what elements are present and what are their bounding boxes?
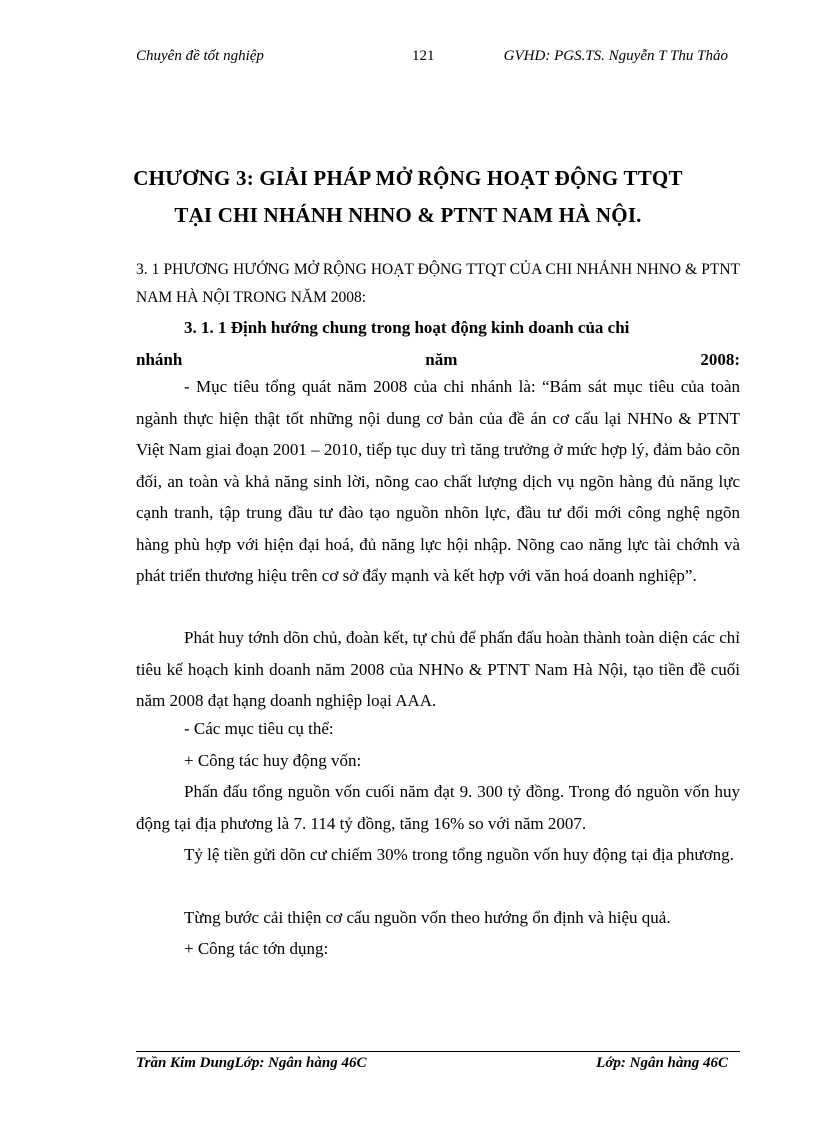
section-heading: 3. 1 PHƯƠNG HƯỚNG MỞ RỘNG HOẠT ĐỘNG TTQT CỦA CHI NHÁNH NHNO & PTNT NAM HÀ NỘI TRONG NĂM 2008: [136,261,740,306]
paragraph-general-objective: - Mục tiêu tổng quát năm 2008 của chi nhánh là: “Bám sát mục tiêu của toàn ngành thực hiện thật tốt những nội dung cơ bản của đề án cơ cấu lại NHNo & PTNT Việt Nam giai đoạn 2001 – 2010, tiếp tục duy trì tăng trưởng ở mức hợp lý, đảm bảo cõn đối, an toàn và khả năng sinh lời, nõng cao chất lượng dịch vụ ngõn hàng đủ năng lực cạnh tranh, tập trung đầu tư đào tạo nguồn nhõn lực, đầu tư đổi mới công nghệ ngõn hàng phù hợp với hiện đại hoá, đủ năng lực hội nhập. Nõng cao năng lực tài chớnh và phát triển thương hiệu trên cơ sở đẩy mạnh và kết hợp với văn hoá doanh nghiệp”. [136,377,740,585]
paragraph-capital-structure: Từng bước cải thiện cơ cấu nguồn vốn theo hướng ổn định và hiệu quả. [184,908,671,927]
header-document-title: Chuyên đề tốt nghiệp [136,48,264,64]
paragraph-capital-mobilization: + Công tác huy động vốn: [184,751,362,770]
subsection-heading-line-2: nhánh năm 2008: [136,350,740,369]
paragraph-specific-objectives: - Các mục tiêu cụ thể: [184,719,334,738]
header-page-number: 121 [412,48,435,64]
footer-class: Lớp: Ngân hàng 46C [596,1055,728,1071]
subsection-heading-line-1: 3. 1. 1 Định hướng chung trong hoạt động kinh doanh của chi [184,318,630,337]
paragraph-promote-democracy: Phát huy tớnh dõn chủ, đoàn kết, tự chủ để phấn đấu hoàn thành toàn diện các chỉ tiêu kế hoạch kinh doanh năm 2008 của NHNo & PTNT Nam Hà Nội, tạo tiền đề cuối năm 2008 đạt hạng doanh nghiệp loại AAA. [136,628,740,710]
paragraph-deposit-ratio: Tỷ lệ tiền gửi dõn cư chiếm 30% trong tổng nguồn vốn huy động tại địa phương. [184,845,734,864]
page-header [136,48,728,72]
chapter-title-line-1: CHƯƠNG 3: GIẢI PHÁP MỞ RỘNG HOẠT ĐỘNG TTQT [133,166,683,190]
subsection-heading [136,312,740,376]
chapter-title-line-2: TẠI CHI NHÁNH NHNO & PTNT NAM HÀ NỘI. [174,203,642,227]
footer-author: Trần Kim DungLớp: Ngân hàng 46C [136,1055,367,1071]
footer-divider [136,1051,740,1052]
paragraph-credit-work: + Công tác tớn dụng: [184,939,329,958]
header-advisor: GVHD: PGS.TS. Nguyễn T Thu Thảo [503,48,728,64]
paragraph-capital-target: Phấn đấu tổng nguồn vốn cuối năm đạt 9. 300 tỷ đồng. Trong đó nguồn vốn huy động tại địa phương là 7. 114 tỷ đồng, tăng 16% so với năm 2007. [136,782,740,833]
